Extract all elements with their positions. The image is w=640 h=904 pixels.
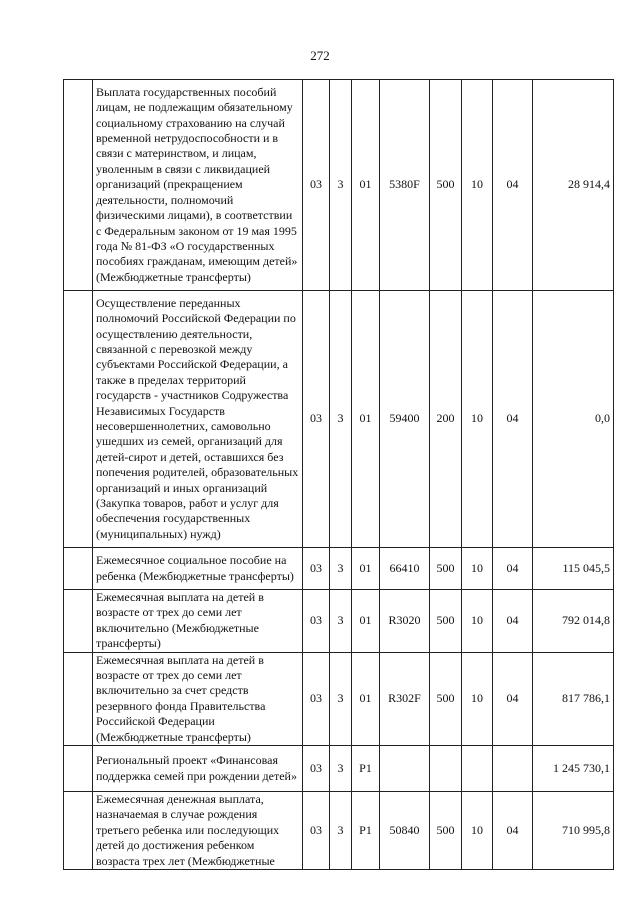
code-cell: 01 — [352, 590, 380, 653]
code-cell: 01 — [352, 291, 380, 548]
amount-cell: 817 786,1 — [533, 652, 614, 745]
expense-name: Региональный проект «Финансовая поддержка семей при рождении детей» — [93, 746, 303, 792]
amount-cell: 1 245 730,1 — [533, 746, 614, 792]
row-number-cell — [64, 291, 93, 548]
code-cell: 03 — [303, 590, 330, 653]
amount-cell: 28 914,4 — [533, 80, 614, 291]
code-cell: 3 — [330, 746, 352, 792]
code-cell: 03 — [303, 291, 330, 548]
code-cell: 01 — [352, 80, 380, 291]
table-row — [64, 590, 614, 653]
code-cell: 03 — [303, 792, 330, 870]
code-cell: 500 — [430, 652, 462, 745]
table-row — [64, 746, 614, 792]
code-cell: 04 — [493, 291, 533, 548]
code-cell: 04 — [493, 80, 533, 291]
code-cell: 3 — [330, 590, 352, 653]
code-cell: 500 — [430, 548, 462, 590]
amount-cell: 115 045,5 — [533, 548, 614, 590]
expense-name: Ежемесячное социальное пособие на ребенка (Межбюджетные трансферты) — [93, 548, 303, 590]
expense-name: Осуществление переданных полномочий Российской Федерации по осуществлению деятельности, связанной с перевозкой между субъектами Российской Федерации, а также в пределах территорий государств - участников Содружества Независимых Государств несовершеннолетних, самовольно ушедших из семей, организаций для детей-сирот и детей, оставшихся без попечения родителей, образовательных организаций и иных организаций (Закупка товаров, работ и услуг для обеспечения государственных (муниципальных) нужд) — [93, 291, 303, 548]
amount-cell: 0,0 — [533, 291, 614, 548]
code-cell: 3 — [330, 792, 352, 870]
row-number-cell — [64, 652, 93, 745]
budget-table — [63, 79, 614, 870]
row-number-cell — [64, 80, 93, 291]
code-cell: 10 — [462, 652, 493, 745]
code-cell: 500 — [430, 792, 462, 870]
code-cell: 03 — [303, 652, 330, 745]
code-cell: 500 — [430, 80, 462, 291]
code-cell: 3 — [330, 548, 352, 590]
code-cell: 03 — [303, 80, 330, 291]
code-cell: 04 — [493, 590, 533, 653]
code-cell: 03 — [303, 746, 330, 792]
row-number-cell — [64, 746, 93, 792]
code-cell: 01 — [352, 548, 380, 590]
code-cell — [430, 746, 462, 792]
code-cell: 50840 — [380, 792, 430, 870]
row-number-cell — [64, 590, 93, 653]
code-cell: 04 — [493, 652, 533, 745]
code-cell: 04 — [493, 792, 533, 870]
table-row — [64, 80, 614, 291]
code-cell: P1 — [352, 792, 380, 870]
table-row — [64, 652, 614, 745]
code-cell: 200 — [430, 291, 462, 548]
code-cell — [380, 746, 430, 792]
code-cell: 59400 — [380, 291, 430, 548]
code-cell: 3 — [330, 80, 352, 291]
code-cell: 03 — [303, 548, 330, 590]
code-cell: 500 — [430, 590, 462, 653]
table-row — [64, 291, 614, 548]
code-cell: 5380F — [380, 80, 430, 291]
code-cell — [462, 746, 493, 792]
table-row — [64, 548, 614, 590]
code-cell: 10 — [462, 590, 493, 653]
amount-cell: 792 014,8 — [533, 590, 614, 653]
code-cell: 10 — [462, 291, 493, 548]
code-cell — [493, 746, 533, 792]
page-number: 272 — [310, 48, 330, 63]
code-cell: 10 — [462, 792, 493, 870]
expense-name: Ежемесячная выплата на детей в возрасте от трех до семи лет включительно за счет средств резервного фонда Правительства Российской Федерации (Межбюджетные трансферты) — [93, 652, 303, 745]
code-cell: 3 — [330, 291, 352, 548]
code-cell: 10 — [462, 80, 493, 291]
code-cell: R3020 — [380, 590, 430, 653]
expense-name: Выплата государственных пособий лицам, не подлежащим обязательному социальному страхованию на случай временной нетрудоспособности и в связи с материнством, и лицам, уволенным в связи с ликвидацией организаций (прекращением деятельности, полномочий физическими лицами), в соответствии с Федеральным законом от 19 мая 1995 года № 81-ФЗ «О государственных пособиях гражданам, имеющим детей» (Межбюджетные трансферты) — [93, 80, 303, 291]
amount-cell: 710 995,8 — [533, 792, 614, 870]
code-cell: 66410 — [380, 548, 430, 590]
code-cell: 01 — [352, 652, 380, 745]
row-number-cell — [64, 548, 93, 590]
code-cell: R302F — [380, 652, 430, 745]
row-number-cell — [64, 792, 93, 870]
code-cell: P1 — [352, 746, 380, 792]
code-cell: 04 — [493, 548, 533, 590]
expense-name: Ежемесячная денежная выплата, назначаемая в случае рождения третьего ребенка или последующих детей до достижения ребенком возраста трех лет (Межбюджетные — [93, 792, 303, 870]
expense-name: Ежемесячная выплата на детей в возрасте от трех до семи лет включительно (Межбюджетные трансферты) — [93, 590, 303, 653]
code-cell: 3 — [330, 652, 352, 745]
table-row — [64, 792, 614, 870]
code-cell: 10 — [462, 548, 493, 590]
